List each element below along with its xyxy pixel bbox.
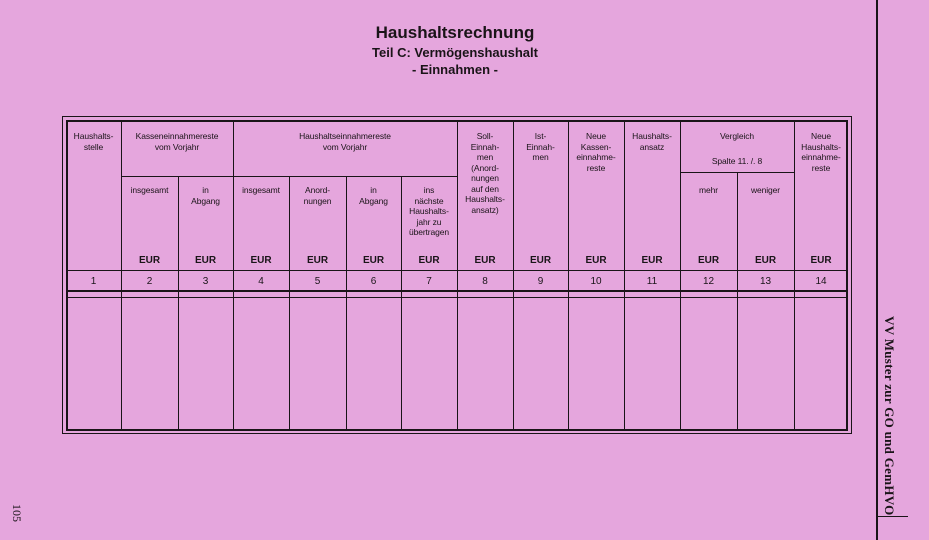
currency-label: EUR <box>306 255 329 266</box>
column-number: 10 <box>590 276 602 287</box>
header-naechstes-jahr: ins nächste Haushalts- jahr zu übertragen <box>408 185 450 237</box>
header-haushalt-in-abgang: in Abgang <box>359 185 388 206</box>
body-top-line <box>68 297 847 298</box>
header-neue-haushalt: Neue Haushalts- einnahme- reste <box>801 131 841 173</box>
currency-label: EUR <box>585 255 607 266</box>
col-divider <box>178 176 179 430</box>
column-number: 13 <box>759 276 772 287</box>
currency-label: EUR <box>641 255 663 266</box>
header-haushaltsstelle: Haushalts- stelle <box>73 131 114 152</box>
column-number: 12 <box>702 276 715 287</box>
currency-label: EUR <box>250 255 272 266</box>
header-bottom-line <box>68 270 847 271</box>
column-number: 3 <box>202 276 209 287</box>
currency-label: EUR <box>474 255 496 266</box>
col-divider <box>737 172 738 430</box>
header-kasse-insgesamt: insgesamt <box>130 185 169 195</box>
currency-label: EUR <box>697 255 720 266</box>
header-anordnungen: Anord- nungen <box>303 185 332 206</box>
currency-label: EUR <box>418 255 440 266</box>
col-divider <box>289 176 290 430</box>
document-header <box>270 22 640 78</box>
column-number: 11 <box>646 276 658 287</box>
header-haushaltseinnahmereste: Haushaltseinnahmereste vom Vorjahr <box>299 131 391 152</box>
column-number: 5 <box>314 276 321 287</box>
currency-label: EUR <box>754 255 777 266</box>
header-mehr: mehr <box>699 185 718 195</box>
header-vergleich-spalte: Spalte 11. /. 8 <box>711 156 763 166</box>
column-number: 7 <box>426 276 432 287</box>
header-neue-kassen: Neue Kassen- einnahme- reste <box>576 131 616 173</box>
column-number: 4 <box>258 276 264 287</box>
col-divider <box>346 176 347 430</box>
header-haushaltsansatz: Haushalts- ansatz <box>632 131 672 152</box>
currency-label: EUR <box>194 255 217 266</box>
column-number: 8 <box>482 276 488 287</box>
header-weniger: weniger <box>750 185 781 195</box>
header-kasse-in-abgang: in Abgang <box>191 185 220 206</box>
number-row-bottom-line <box>68 290 847 292</box>
header-haushalt-insgesamt: insgesamt <box>242 185 280 195</box>
document-subtitle: Teil C: Vermögenshaushalt <box>372 45 538 60</box>
column-number: 14 <box>815 276 827 287</box>
subheader-divider <box>121 176 457 177</box>
margin-underline <box>878 516 908 517</box>
column-number: 1 <box>90 276 97 287</box>
column-number: 9 <box>537 276 544 287</box>
column-number: 2 <box>146 276 153 287</box>
currency-label: EUR <box>810 255 832 266</box>
subheader-divider <box>680 172 794 173</box>
header-soll-einnahmen: Soll- Einnah- men (Anord- nungen auf den Haushalts- ansatz) <box>465 131 505 215</box>
margin-rule <box>876 0 878 540</box>
section-label: - Einnahmen - <box>412 62 498 77</box>
header-kasseneinnahmereste: Kasseneinnahmereste vom Vorjahr <box>135 131 219 152</box>
page-number: 105 <box>10 504 24 522</box>
currency-label: EUR <box>362 255 385 266</box>
currency-label: EUR <box>138 255 161 266</box>
column-number: 6 <box>370 276 377 287</box>
header-vergleich: Vergleich <box>719 131 755 141</box>
header-ist-einnahmen: Ist- Einnah- men <box>526 131 555 162</box>
document-title: Haushaltsrechnung <box>375 23 535 42</box>
side-caption: VV Muster zur GO und GemHVO <box>882 316 897 516</box>
currency-label: EUR <box>529 255 552 266</box>
